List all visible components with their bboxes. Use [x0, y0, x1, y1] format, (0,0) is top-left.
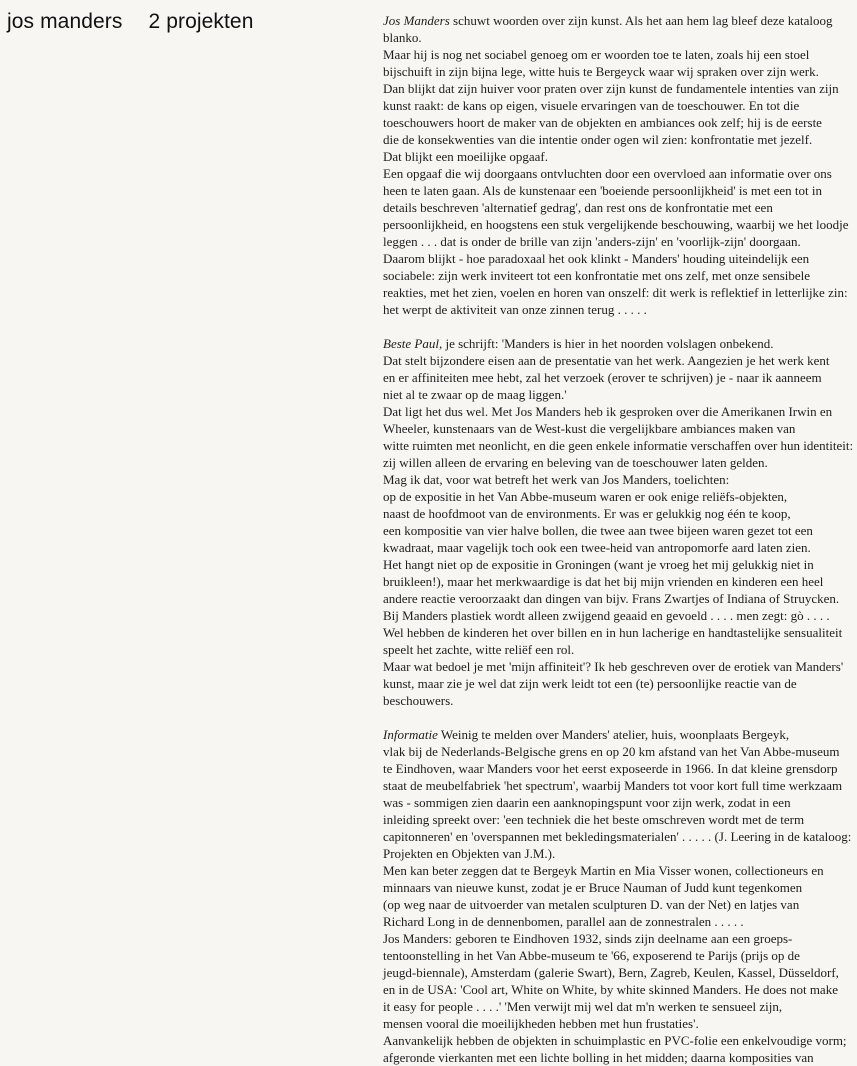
line-text: beschouwers. [383, 693, 454, 708]
text-line [383, 335, 857, 352]
text-line [383, 794, 857, 811]
text-line [383, 420, 857, 437]
text-line [383, 964, 857, 981]
text-line [383, 556, 857, 573]
line-text: en er affiniteiten mee hebt, zal het verzoek (erover te schrijven) je - naar ik aanneem [383, 370, 822, 385]
line-text: op de expositie in het Van Abbe-museum waren er ook enige reliëfs-objekten, [383, 489, 788, 504]
line-text: was - sommigen zien daarin een aanknopingspunt voor zijn werk, zodat in een [383, 795, 791, 810]
line-text: toeschouwers hoort de maker van de objekten en ambiances ook zelf; hij is de eerste [383, 115, 822, 130]
line-text: heen te laten gaan. Als de kunstenaar een 'boeiende persoonlijkheid' is met een tot in [383, 183, 822, 198]
line-text: naast de hoofdmoot van de environments. Er was er gelukkig nog één te koop, [383, 506, 791, 521]
text-line [383, 488, 857, 505]
text-line [383, 539, 857, 556]
line-text: Bij Manders plastiek wordt alleen zwijgend geaaid en gevoeld . . . . men zegt: gò . . . . [383, 608, 830, 623]
line-text: Het hangt niet op de expositie in Groningen (want je vroeg het mij gelukkig niet in [383, 557, 814, 572]
text-line [383, 828, 857, 845]
section-beste-paul [383, 335, 857, 709]
line-text: Maar wat bedoel je met 'mijn affiniteit'? Ik heb geschreven over de erotiek van Manders' [383, 659, 844, 674]
line-text: mensen vooral die moeilijkheden hebben met hun frustaties'. [383, 1016, 699, 1031]
text-line [383, 284, 857, 301]
text-line [383, 726, 857, 743]
line-text: Dan blijkt dat zijn huiver voor praten over zijn kunst de fundamentele intenties van zijn [383, 81, 839, 96]
section-lead: Beste Paul, [383, 336, 443, 351]
section-lead: Jos Manders [383, 13, 450, 28]
text-line [383, 607, 857, 624]
text-line [383, 12, 857, 29]
text-line [383, 216, 857, 233]
text-line [383, 1015, 857, 1032]
section-informatie [383, 726, 857, 1066]
section-intro [383, 12, 857, 318]
line-text: leggen . . . dat is onder de brille van zijn 'anders-zijn' en 'voorlijk-zijn' doorgaan. [383, 234, 801, 249]
line-text: Weinig te melden over Manders' atelier, huis, woonplaats Bergeyk, [437, 727, 790, 742]
line-text: inleiding spreekt over: 'een techniek die het beste omschreven wordt met de term [383, 812, 805, 827]
text-line [383, 845, 857, 862]
text-line [383, 182, 857, 199]
line-text: niet al te zwaar op de maag liggen.' [383, 387, 567, 402]
text-line [383, 998, 857, 1015]
line-text: vlak bij de Nederlands-Belgische grens en op 20 km afstand van het Van Abbe-museum [383, 744, 840, 759]
text-line [383, 403, 857, 420]
line-text: blanko. [383, 30, 422, 45]
line-text: zij willen alleen de ervaring en beleving van de toeschouwer laten gelden. [383, 455, 768, 470]
text-line [383, 250, 857, 267]
line-text: Men kan beter zeggen dat te Bergeyk Martin en Mia Visser wonen, collectioneurs en [383, 863, 824, 878]
text-line [383, 97, 857, 114]
line-text: afgeronde vierkanten met een lichte bolling in het midden; daarna komposities van [383, 1050, 814, 1065]
line-text: Maar hij is nog net sociabel genoeg om er woorden toe te laten, zoals hij een stoel [383, 47, 810, 62]
line-text: Dat blijkt een moeilijke opgaaf. [383, 149, 548, 164]
line-text: tentoonstelling in het Van Abbe-museum te '66, exposerend te Parijs (prijs op de [383, 948, 800, 963]
line-text: details beschreven 'alternatief gedrag', dan rest ons de konfrontatie met een [383, 200, 773, 215]
paragraph-gap [383, 318, 857, 335]
text-line [383, 675, 857, 692]
line-text: staat de meubelfabriek 'het spectrum', waarbij Manders tot voor kort full time werkzaam [383, 778, 843, 793]
article-body [383, 12, 857, 1066]
line-text: sociabele: zijn werk inviteert tot een konfrontatie met ons zelf, met onze sensibele [383, 268, 811, 283]
line-text: bruikleen!), maar het merkwaardige is dat het bij mijn vrienden en kinderen een heel [383, 574, 824, 589]
text-line [383, 369, 857, 386]
line-text: Jos Manders: geboren te Eindhoven 1932, sinds zijn deelname aan een groeps- [383, 931, 793, 946]
line-text: andere reactie veroorzaakt dan dingen van bijv. Frans Zwartjes of Indiana of Struycken. [383, 591, 840, 606]
line-text: speelt het zachte, witte reliëf een rol. [383, 642, 575, 657]
line-text: schuwt woorden over zijn kunst. Als het aan hem lag bleef deze kataloog [449, 13, 833, 28]
line-text: Richard Long in de dennenbomen, parallel aan de zonnestralen . . . . . [383, 914, 744, 929]
text-line [383, 29, 857, 46]
text-line [383, 63, 857, 80]
text-line [383, 165, 857, 182]
text-line [383, 471, 857, 488]
line-text: je schrijft: 'Manders is hier in het noorden volslagen onbekend. [442, 336, 774, 351]
page-title: 2 projekten [148, 10, 254, 33]
text-line [383, 352, 857, 369]
section-lead: Informatie [383, 727, 438, 742]
paragraph-gap [383, 709, 857, 726]
line-text: witte ruimten met neonlicht, en die geen enkele informatie verschaffen over hun identiteit: [383, 438, 854, 453]
text-line [383, 454, 857, 471]
text-line [383, 573, 857, 590]
text-line [383, 233, 857, 250]
line-text: it easy for people . . . .' 'Men verwijt mij wel dat m'n werken te sensueel zijn, [383, 999, 783, 1014]
text-line [383, 930, 857, 947]
line-text: Wel hebben de kinderen het over billen en in hun lacherige en handtastelijke sensualiteit [383, 625, 843, 640]
line-text: bijschuift in zijn bijna lege, witte huis te Bergeyck waar wij spraken over zijn werk. [383, 64, 819, 79]
text-line [383, 80, 857, 97]
text-line [383, 301, 857, 318]
text-line [383, 913, 857, 930]
line-text: capitonneren' en 'overspannen met bekledingsmaterialen' . . . . . (J. Leering in de kataloog: [383, 829, 852, 844]
text-line [383, 658, 857, 675]
line-text: een kompositie van vier halve bollen, die twee aan twee bijeen waren gezet tot een [383, 523, 813, 538]
text-line [383, 131, 857, 148]
text-line [383, 505, 857, 522]
text-line [383, 1032, 857, 1049]
line-text: die de konsekwenties van die intentie onder ogen wil zien: konfrontatie met jezelf. [383, 132, 813, 147]
line-text: Aanvankelijk hebben de objekten in schuimplastic en PVC-folie een enkelvoudige vorm; [383, 1033, 847, 1048]
line-text: minnaars van nieuwe kunst, zodat je er Bruce Nauman of Judd kunt tegenkomen [383, 880, 803, 895]
text-line [383, 46, 857, 63]
text-line [383, 896, 857, 913]
text-line [383, 743, 857, 760]
line-text: Dat stelt bijzondere eisen aan de presentatie van het werk. Aangezien je het werk kent [383, 353, 830, 368]
text-line [383, 624, 857, 641]
text-line [383, 811, 857, 828]
line-text: reakties, met het zien, voelen en horen van onszelf: dit werk is reflektief in letterlijke zin: [383, 285, 848, 300]
line-text: persoonlijkheid, en hoogstens een stuk vergelijkende beschouwing, waarbij we het loodje [383, 217, 849, 232]
line-text: Een opgaaf die wij doorgaans ontvluchten door een overvloed aan informatie over ons [383, 166, 832, 181]
line-text: Daarom blijkt - hoe paradoxaal het ook klinkt - Manders' houding uiteindelijk een [383, 251, 810, 266]
text-line [383, 148, 857, 165]
line-text: het werpt de aktiviteit van onze zinnen terug . . . . . [383, 302, 647, 317]
line-text: Wheeler, kunstenaars van de West-kust die vergelijkbare ambiances maken van [383, 421, 796, 436]
text-line [383, 590, 857, 607]
line-text: (op weg naar de uitvoerder van metalen sculpturen D. van der Net) en latjes van [383, 897, 800, 912]
text-line [383, 879, 857, 896]
text-line [383, 777, 857, 794]
line-text: te Eindhoven, waar Manders voor het eerst exposeerde in 1966. In dat kleine grensdorp [383, 761, 838, 776]
text-line [383, 1049, 857, 1066]
line-text: Mag ik dat, voor wat betreft het werk van Jos Manders, toelichten: [383, 472, 730, 487]
text-line [383, 692, 857, 709]
text-line [383, 522, 857, 539]
line-text: Projekten en Objekten van J.M.). [383, 846, 556, 861]
text-line [383, 199, 857, 216]
text-line [383, 386, 857, 403]
line-text: kunst, maar zie je wel dat zijn werk leidt tot een (te) persoonlijke reactie van de [383, 676, 797, 691]
line-text: kunst raakt: de kans op eigen, visuele ervaringen van de toeschouwer. En tot die [383, 98, 800, 113]
line-text: en in de USA: 'Cool art, White on White, by white skinned Manders. He does not make [383, 982, 838, 997]
line-text: jeugd-biennale), Amsterdam (galerie Swart), Bern, Zagreb, Keulen, Kassel, Düsseldorf, [383, 965, 839, 980]
page-header [7, 10, 254, 34]
text-line [383, 981, 857, 998]
line-text: kwadraat, maar vagelijk toch ook een twee-heid van antropomorfe aard laten zien. [383, 540, 811, 555]
text-line [383, 114, 857, 131]
line-text: Dat ligt het dus wel. Met Jos Manders heb ik gesproken over die Amerikanen Irwin en [383, 404, 833, 419]
text-line [383, 760, 857, 777]
text-line [383, 947, 857, 964]
text-line [383, 267, 857, 284]
text-line [383, 437, 857, 454]
text-line [383, 641, 857, 658]
artist-name: jos manders [7, 10, 123, 33]
text-line [383, 862, 857, 879]
